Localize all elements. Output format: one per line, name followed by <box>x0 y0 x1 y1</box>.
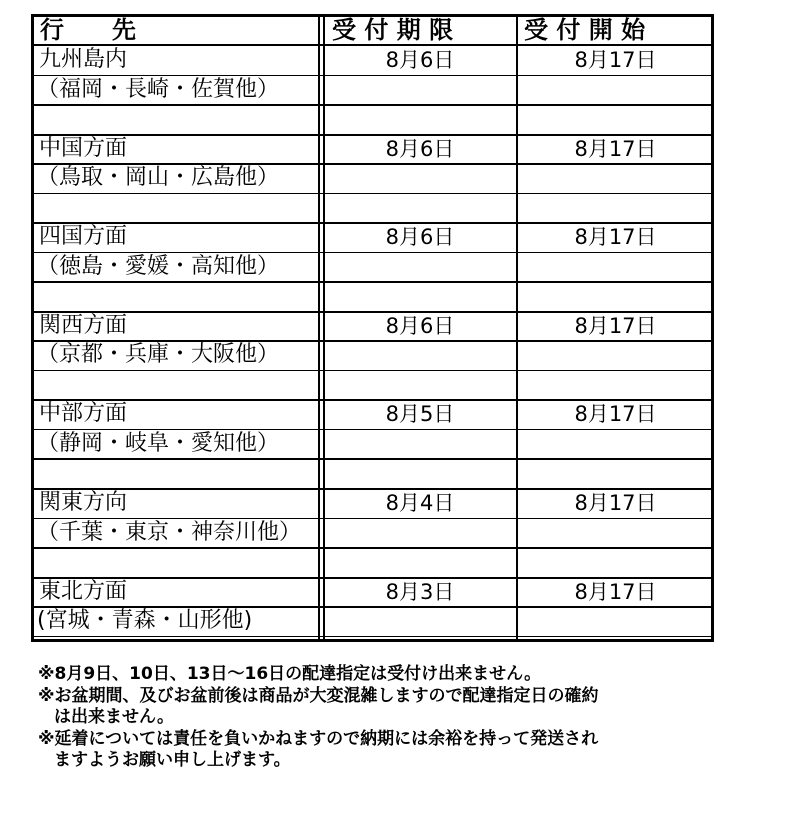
region-areas: （福岡・長崎・佐賀他） <box>37 76 280 102</box>
region-areas: （徳島・愛媛・高知他） <box>37 253 280 279</box>
start-date: 8月17日 <box>574 402 657 427</box>
header-destination: 行 先 <box>40 16 136 44</box>
start-date: 8月17日 <box>574 491 657 515</box>
deadline-date: 8月4日 <box>385 491 455 515</box>
row-divider <box>34 104 711 106</box>
row-divider <box>34 252 711 254</box>
row-divider <box>34 518 711 520</box>
column-divider <box>318 17 320 639</box>
deadline-date: 8月6日 <box>385 225 455 250</box>
start-date: 8月17日 <box>574 48 657 72</box>
row-divider <box>34 163 711 165</box>
region-areas: （鳥取・岡山・広島他） <box>37 165 280 191</box>
region-areas: （静岡・岐阜・愛知他） <box>37 430 280 456</box>
note-line: ますようお願い申し上げます。 <box>54 750 291 770</box>
header-deadline: 受 付 期 限 <box>332 16 454 44</box>
row-divider <box>34 547 711 549</box>
region-areas: （京都・兵庫・大阪他） <box>37 342 280 368</box>
header-start: 受 付 開 始 <box>524 16 646 44</box>
region-name: 関西方面 <box>39 312 128 338</box>
delivery-schedule-table <box>31 14 714 642</box>
region-areas: (宮城・青森・山形他) <box>37 608 253 634</box>
note-line: ※延着については責任を負いかねますので納期には余裕を持って発送され <box>38 728 599 749</box>
row-divider <box>34 340 711 342</box>
start-date: 8月17日 <box>574 225 657 250</box>
row-divider <box>34 606 711 608</box>
row-divider <box>34 193 711 195</box>
region-name: 中部方面 <box>39 401 128 427</box>
region-name: 中国方面 <box>39 135 128 161</box>
row-divider <box>34 281 711 283</box>
start-date: 8月17日 <box>574 136 657 161</box>
deadline-date: 8月6日 <box>385 313 455 338</box>
region-name: 東北方面 <box>39 578 128 604</box>
deadline-date: 8月5日 <box>385 402 455 427</box>
deadline-date: 8月6日 <box>385 136 455 161</box>
row-divider <box>34 636 711 638</box>
start-date: 8月17日 <box>574 313 657 338</box>
row-divider <box>34 75 711 77</box>
note-line: ※お盆期間、及びお盆前後は商品が大変混雑しますので配達指定日の確約 <box>38 685 599 706</box>
deadline-date: 8月6日 <box>385 48 455 72</box>
region-areas: （千葉・東京・神奈川他） <box>37 519 302 545</box>
note-line: ※8月9日、10日、13日～16日の配達指定は受付け出来ません。 <box>38 664 542 684</box>
row-divider <box>34 429 711 431</box>
region-name: 関東方向 <box>39 490 128 515</box>
deadline-date: 8月3日 <box>385 579 455 604</box>
note-line: は出来ません。 <box>54 707 175 727</box>
start-date: 8月17日 <box>574 579 657 604</box>
notes-section <box>38 664 758 772</box>
region-name: 四国方面 <box>39 224 128 250</box>
row-divider <box>34 458 711 460</box>
row-divider <box>34 370 711 372</box>
region-name: 九州島内 <box>39 47 128 72</box>
